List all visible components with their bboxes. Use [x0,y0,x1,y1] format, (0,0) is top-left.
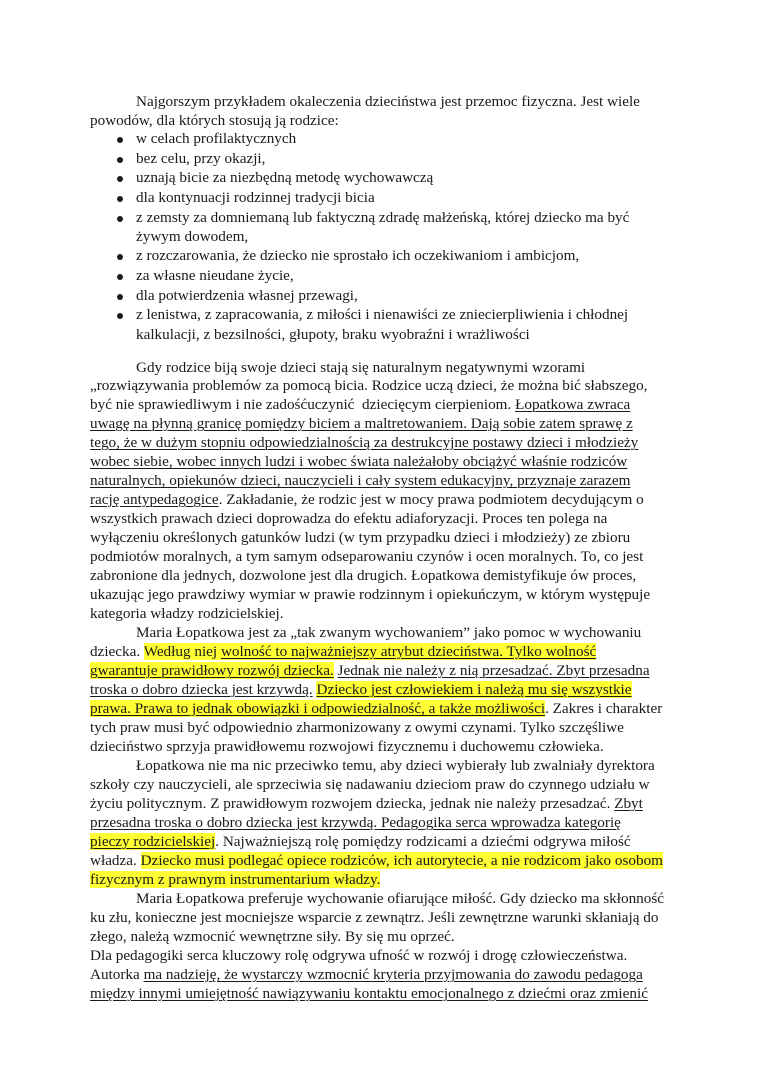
text-run: bez celu, przy okazji, [136,150,266,167]
bullet-icon [117,176,123,182]
text-line [136,168,433,187]
text-run: tych praw musi być odpowiednio zharmonizowany z owymi czynami. Tylko szczęśliwe [90,719,624,736]
text-run: Maria Łopatkowa preferuje wychowanie ofiarujące miłość. Gdy dziecko ma skłonność [136,890,664,907]
text-line [136,208,629,227]
text-line [136,149,265,168]
text-line [90,661,650,680]
bullet-icon [117,216,123,222]
text-run: z rozczarowania, że dziecko nie sprostało ich oczekiwaniom i ambicjom, [136,247,580,264]
text-line [90,718,624,737]
text-line [90,965,643,984]
bullet-icon [117,254,123,260]
text-run: z zemsty za domniemaną lub faktyczną zdradę małżeńską, której dziecko ma być [136,209,630,226]
highlighted-text: wolność to najważniejszy atrybut dzieciństwa. Tylko wolność [220,643,597,660]
underlined-text: troska o dobro dziecka jest krzywdą. [90,681,313,698]
highlighted-text: gwarantuje prawidłowy rozwój dziecka. [90,662,334,679]
text-run: złego, należą wzmocnić wewnętrzne siły. By się mu oprzeć. [90,928,455,945]
underlined-text: naturalnych, opiekunów dzieci, nauczycieli i cały system edukacyjny, przyznaje zarazem [90,472,631,489]
text-run: żywym dowodem, [136,228,249,245]
text-run: Maria Łopatkowa jest za „tak zwanym wychowaniem” jako pomoc w wychowaniu [136,624,642,641]
underlined-text: ma nadzieję, że wystarczy wzmocnić kryteria przyjmowania do zawodu pedagoga [143,966,643,983]
text-line [90,528,630,547]
text-line [90,908,658,927]
text-line [136,188,375,207]
text-line [136,325,530,344]
underlined-text: Zbyt [614,795,643,812]
text-line [136,286,358,305]
text-run: . Zakładanie, że rodzic jest w mocy prawa podmiotem decydującym o [218,491,644,508]
highlighted-text: pieczy rodzicielskiej [90,833,216,850]
text-line [90,946,627,965]
bullet-icon [117,137,123,143]
underlined-text: tego, że w dużym stopniu odpowiedzialnością za destrukcyjne postawy dzieci i młodzieży [90,434,639,451]
text-line [136,246,579,265]
underlined-text: Łopatkowa zwraca [515,396,631,413]
text-line [90,452,627,471]
text-run: życiu politycznym. Z prawidłowym rozwojem dziecka, jednak nie należy przesadzać. [90,795,615,812]
text-line [90,395,630,414]
underlined-text: między innymi umiejętność nawiązywaniu kontaktu emocjonalnego z dziećmi oraz zmienić [90,985,648,1002]
text-run: Dla pedagogiki serca kluczowy rolę odgrywa ufność w rozwój i drogę człowieczeństwa. [90,947,628,964]
text-run: uznają bicie za niezbędną metodę wychowawczą [136,169,434,186]
bullet-icon [117,157,123,163]
text-line [90,642,596,661]
text-run: kategoria władzy rodzicielskiej. [90,605,284,622]
text-run: wszystkich prawach dzieci doprowadza do efektu adiaforyzacji. Proces ten polega na [90,510,608,527]
text-run: podmiotów moralnych, a tym samym odseparowaniu czynów i ocen moralnych. To, co jest [90,548,644,565]
text-run: dla potwierdzenia własnej przewagi, [136,287,358,304]
text-line [90,604,284,623]
text-run: ku złu, konieczne jest mocniejsze wsparcie z zewnątrz. Jeśli zewnętrzne warunki skłaniają do [90,909,659,926]
text-run: dla kontynuacji rodzinnej tradycji bicia [136,189,375,206]
text-line [90,927,455,946]
text-run: Łopatkowa nie ma nic przeciwko temu, aby dzieci wybierały lub zwalniały dyrektora [136,757,655,774]
underlined-text: przesadna troska o dobro dziecka jest krzywdą. [90,814,378,831]
text-line [90,376,647,395]
text-run: wyłączeniu określonych gatunków ludzi (w tym przypadku dzieci i młodzieży) ze zbioru [90,529,631,546]
highlighted-text: prawa. Prawa to jednak obowiązki i odpowiedzialność, a także możliwości [90,700,546,717]
text-run: władza. [90,852,141,869]
text-run: ukazując jego prawdziwy wymiar w prawie rodzinnym i opiekuńczym, w którym występuje [90,586,651,603]
text-run: dziecka. [90,643,144,660]
text-line [90,699,662,718]
text-line [90,832,631,851]
underlined-text: Pedagogika serca wprowadza kategorię [377,814,621,831]
text-line [90,794,643,813]
highlighted-text: Dziecko jest człowiekiem i należą mu się wszystkie [316,681,632,698]
underlined-text: uwagę na płynną granicę pomiędzy biciem a maltretowaniem. Dają sobie zatem sprawę z [90,415,633,432]
text-line [90,490,644,509]
text-run: być nie sprawiedliwym i nie zadośćuczynić dziecięcym cierpieniom. [90,396,516,413]
text-line [90,547,643,566]
text-line [136,756,655,775]
text-line [90,414,633,433]
text-line [90,775,650,794]
text-run: z lenistwa, z zapracowania, z miłości i nienawiści ze zniecierpliwienia i chłodnej [136,306,629,323]
highlighted-text: Według niej [143,643,221,660]
text-line [90,813,621,832]
text-line [90,870,380,889]
text-line [90,509,607,528]
underlined-text: wobec siebie, wobec innych ludzi i wobec świata należałoby obciążyć właśnie rodziców [90,453,628,470]
text-run: zabronione dla jednych, dozwolone jest dla drugich. Łopatkowa demistyfikuje ów proces, [90,567,637,584]
underlined-text: rację antypedagogice [90,491,219,508]
text-run: „rozwiązywania problemów za pomocą bicia. Rodzice uczą dzieci, że można bić słabszego, [90,377,648,394]
text-line [90,984,648,1003]
text-run: w celach profilaktycznych [136,130,297,147]
text-line [136,92,640,111]
text-line [136,305,628,324]
text-run: Autorka [90,966,144,983]
text-line [136,129,296,148]
text-line [90,585,650,604]
text-run: . Najważniejszą rolę pomiędzy rodzicami a dziećmi odgrywa miłość [215,833,631,850]
text-line [90,111,339,130]
text-run: Najgorszym przykładem okaleczenia dzieciństwa jest przemoc fizyczna. Jest wiele [136,93,640,110]
text-line [136,889,664,908]
text-line [90,851,663,870]
bullet-icon [117,313,123,319]
text-line [90,471,630,490]
text-line [136,266,294,285]
text-line [136,227,248,246]
text-run: szkoły czy nauczycieli, ale sprzeciwia się nadawaniu dzieciom praw do czynnego udziału w [90,776,650,793]
highlighted-text: Dziecko musi podlegać opiece rodziców, ich autorytecie, a nie rodzicom jako osobom [140,852,663,869]
text-run: Gdy rodzice biją swoje dzieci stają się naturalnym negatywnymi wzorami [136,359,586,376]
bullet-icon [117,294,123,300]
text-line [90,433,638,452]
text-line [90,737,604,756]
underlined-text: Jednak nie należy z nią przesadzać. Zbyt przesadna [337,662,650,679]
highlighted-text: fizycznym z prawnym instrumentarium władzy. [90,871,381,888]
text-run: powodów, dla których stosują ją rodzice: [90,112,339,129]
text-run: kalkulacji, z bezsilności, głupoty, braku wyobraźni i wrażliwości [136,326,530,343]
text-line [90,680,632,699]
text-run: za własne nieudane życie, [136,267,294,284]
text-run: dzieciństwo sprzyja prawidłowemu rozwojowi fizycznemu i duchowemu człowieka. [90,738,604,755]
text-run: . Zakres i charakter [545,700,663,717]
bullet-icon [117,196,123,202]
text-line [136,358,585,377]
text-line [136,623,641,642]
text-line [90,566,636,585]
bullet-icon [117,274,123,280]
